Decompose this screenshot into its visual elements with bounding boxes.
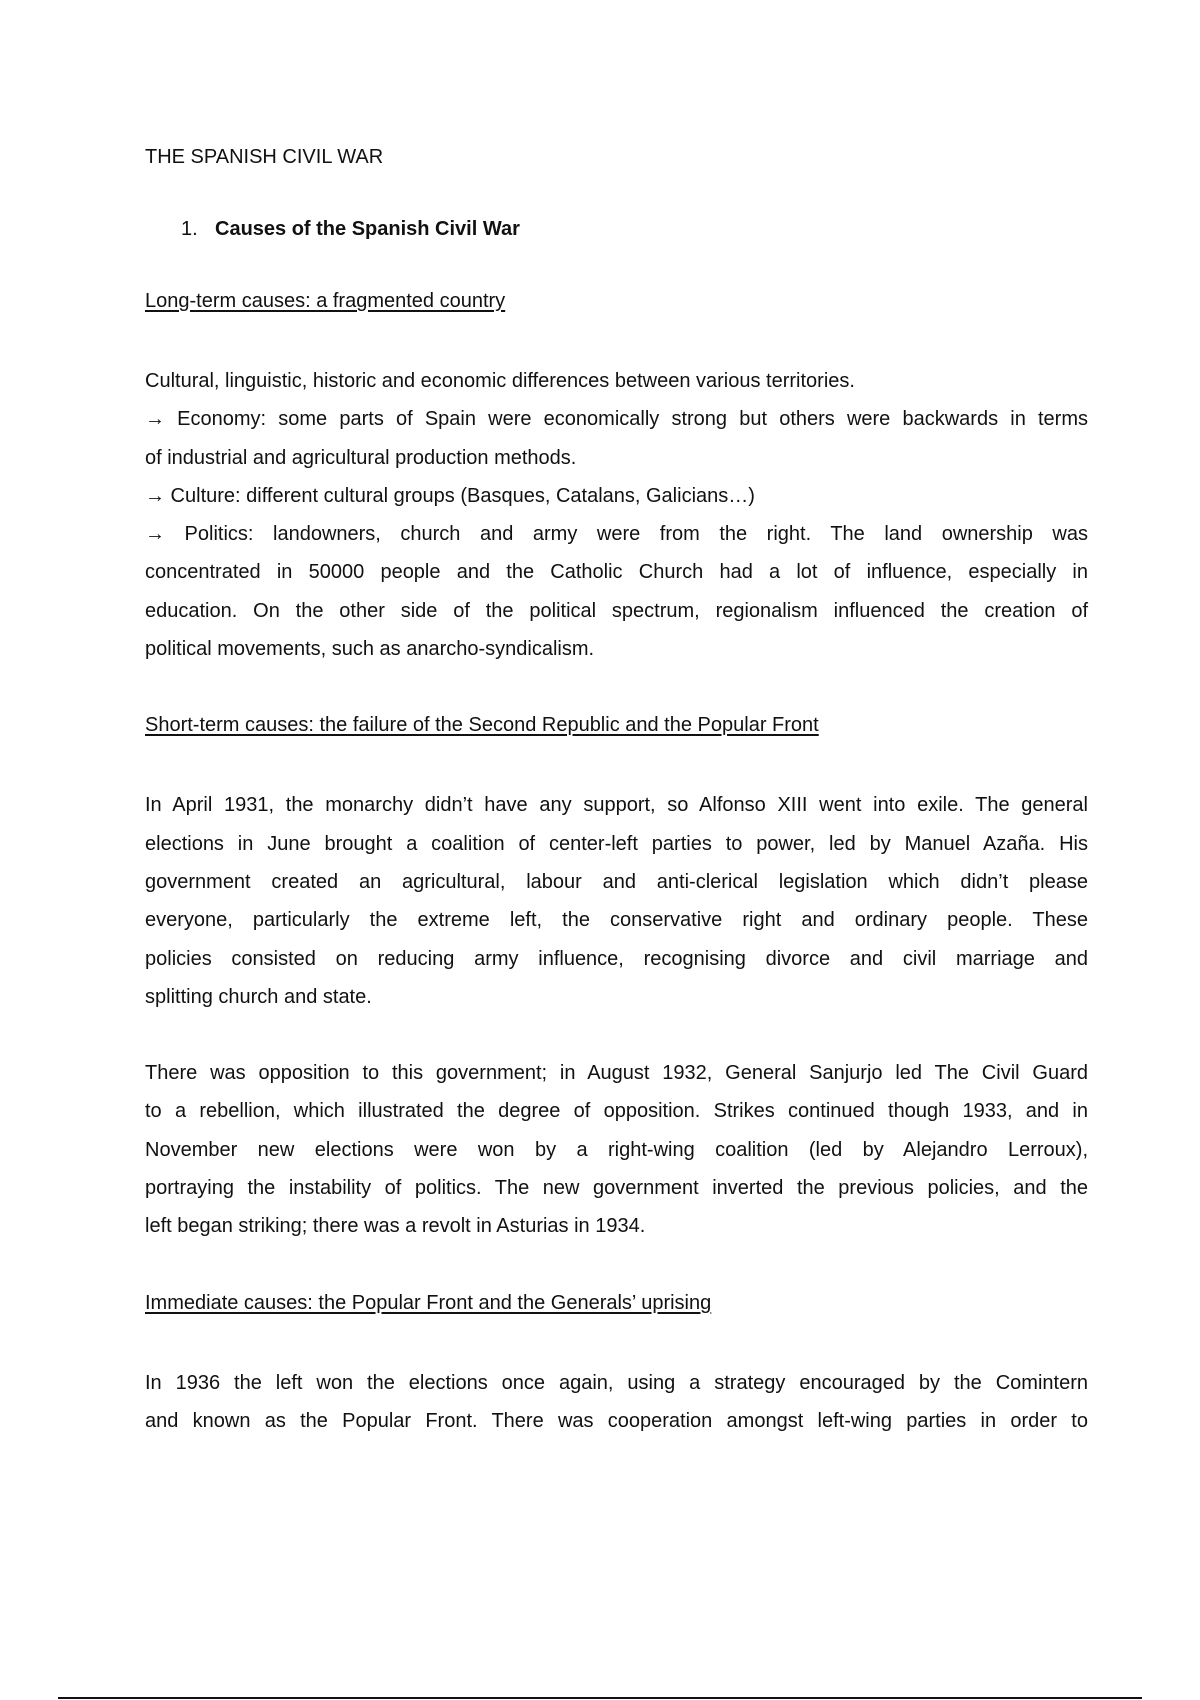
text-line: elections in June brought a coalition of center-left parties to power, led by Manuel Azaña. His xyxy=(145,832,1088,855)
section-heading xyxy=(181,214,1088,244)
text-line: → Economy: some parts of Spain were economically strong but others were backwards in terms xyxy=(145,408,1088,431)
text-line: November new elections were won by a right-wing coalition (led by Alejandro Lerroux), xyxy=(145,1138,1088,1161)
text-line: left began striking; there was a revolt in Asturias in 1934. xyxy=(145,1215,646,1238)
text-line: There was opposition to this government; in August 1932, General Sanjurjo led The Civil Guard xyxy=(145,1062,1088,1085)
document-page xyxy=(145,142,1088,1440)
text-line: government created an agricultural, labour and anti-clerical legislation which didn’t please xyxy=(145,870,1088,893)
text-line: everyone, particularly the extreme left, the conservative right and ordinary people. These xyxy=(145,909,1088,932)
section-number: 1. xyxy=(181,218,198,240)
text-line: Cultural, linguistic, historic and economic differences between various territories. xyxy=(145,370,855,392)
text-line: splitting church and state. xyxy=(145,985,372,1008)
text-line: portraying the instability of politics. The new government inverted the previous policies, and the xyxy=(145,1177,1088,1200)
text-line: policies consisted on reducing army influence, recognising divorce and civil marriage and xyxy=(145,947,1088,970)
subheading-long-term: Long-term causes: a fragmented country xyxy=(145,290,506,312)
text-line: of industrial and agricultural production methods. xyxy=(145,446,577,469)
paragraph-short-term-1 xyxy=(145,786,1088,1016)
text-line: education. On the other side of the political spectrum, regionalism influenced the creation of xyxy=(145,599,1088,622)
text-line: → Culture: different cultural groups (Basques, Catalans, Galicians…) xyxy=(145,484,755,507)
footer-divider xyxy=(58,1697,1142,1699)
text-line: → Politics: landowners, church and army were from the right. The land ownership was xyxy=(145,523,1088,546)
section-title: Causes of the Spanish Civil War xyxy=(215,218,520,240)
subheading-short-term: Short-term causes: the failure of the Second Republic and the Popular Front xyxy=(145,714,819,737)
paragraph-immediate xyxy=(145,1364,1088,1441)
paragraph-long-term xyxy=(145,362,1088,668)
text-line: concentrated in 50000 people and the Catholic Church had a lot of influence, especially in xyxy=(145,561,1088,584)
text-line: to a rebellion, which illustrated the degree of opposition. Strikes continued though 1933, and in xyxy=(145,1100,1088,1123)
paragraph-short-term-2 xyxy=(145,1054,1088,1245)
text-line: and known as the Popular Front. There was cooperation amongst left-wing parties in order to xyxy=(145,1409,1088,1432)
document-title: THE SPANISH CIVIL WAR xyxy=(145,146,384,168)
subheading-immediate: Immediate causes: the Popular Front and the Generals’ uprising xyxy=(145,1291,712,1314)
text-line: In April 1931, the monarchy didn’t have any support, so Alfonso XIII went into exile. The general xyxy=(145,794,1088,817)
text-line: In 1936 the left won the elections once again, using a strategy encouraged by the Comintern xyxy=(145,1371,1088,1394)
text-line: political movements, such as anarcho-syndicalism. xyxy=(145,638,595,661)
